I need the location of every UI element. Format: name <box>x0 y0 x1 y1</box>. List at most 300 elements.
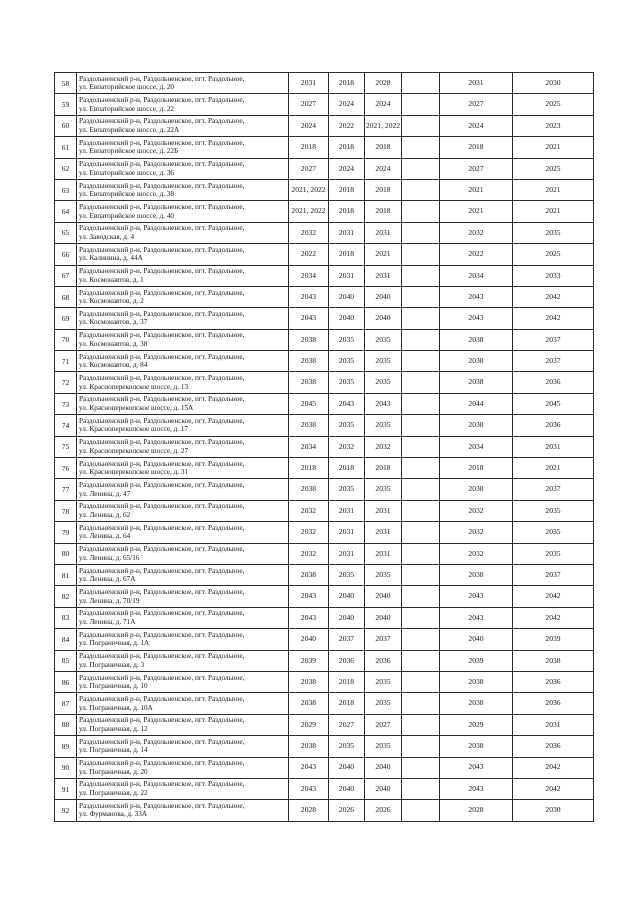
year-cell-c4 <box>402 757 440 778</box>
address-cell <box>77 286 289 307</box>
year-cell-c2: 2018 <box>329 671 365 692</box>
row-number-cell: 86 <box>55 671 77 692</box>
year-cell-c3: 2018 <box>365 137 402 158</box>
year-cell-c3: 2040 <box>365 308 402 329</box>
address-cell <box>77 158 289 179</box>
year-cell-c6: 2038 <box>513 650 594 671</box>
year-cell-c4 <box>402 351 440 372</box>
year-cell-c2: 2037 <box>329 629 365 650</box>
address-line-1: Раздольненский р-н, Раздольненское, пгт. Раздольное, <box>79 566 245 575</box>
year-cell-c5: 2043 <box>440 586 513 607</box>
year-cell-c2: 2031 <box>329 500 365 521</box>
table-row <box>55 158 594 179</box>
row-number-cell: 92 <box>55 800 77 821</box>
table-row <box>55 222 594 243</box>
year-cell-c4 <box>402 607 440 628</box>
table-row <box>55 800 594 821</box>
table-body <box>55 73 594 822</box>
address-cell <box>77 693 289 714</box>
address-cell <box>77 479 289 500</box>
year-cell-c5: 2038 <box>440 415 513 436</box>
year-cell-c5: 2018 <box>440 458 513 479</box>
year-cell-c1: 2028 <box>289 800 329 821</box>
year-cell-c2: 2040 <box>329 308 365 329</box>
year-cell-c2: 2024 <box>329 94 365 115</box>
row-number-cell: 63 <box>55 179 77 200</box>
address-line-1: Раздольненский р-н, Раздольненское, пгт. Раздольное, <box>79 780 245 789</box>
year-cell-c4 <box>402 265 440 286</box>
year-cell-c4 <box>402 286 440 307</box>
year-cell-c5: 2034 <box>440 436 513 457</box>
address-line-2: ул. Космонавтов, д. 1 <box>79 275 144 284</box>
year-cell-c4 <box>402 244 440 265</box>
year-cell-c1: 2038 <box>289 693 329 714</box>
year-cell-c3: 2040 <box>365 757 402 778</box>
year-cell-c5: 2038 <box>440 736 513 757</box>
year-cell-c6: 2037 <box>513 564 594 585</box>
row-number-cell: 82 <box>55 586 77 607</box>
year-cell-c2: 2035 <box>329 479 365 500</box>
year-cell-c3: 2018 <box>365 179 402 200</box>
address-line-1: Раздольненский р-н, Раздольненское, пгт. Раздольное, <box>79 267 245 276</box>
year-cell-c2: 2031 <box>329 522 365 543</box>
year-cell-c3: 2024 <box>365 94 402 115</box>
year-cell-c1: 2043 <box>289 607 329 628</box>
year-cell-c6: 2025 <box>513 94 594 115</box>
row-number-cell: 81 <box>55 564 77 585</box>
year-cell-c4 <box>402 458 440 479</box>
year-cell-c3: 2018 <box>365 201 402 222</box>
year-cell-c5: 2038 <box>440 351 513 372</box>
year-cell-c2: 2026 <box>329 800 365 821</box>
table-row <box>55 650 594 671</box>
year-cell-c4 <box>402 671 440 692</box>
year-cell-c5: 2032 <box>440 543 513 564</box>
row-number-cell: 75 <box>55 436 77 457</box>
address-cell <box>77 115 289 136</box>
year-cell-c4 <box>402 415 440 436</box>
row-number-cell: 77 <box>55 479 77 500</box>
address-cell <box>77 757 289 778</box>
address-line-1: Раздольненский р-н, Раздольненское, пгт. Раздольное, <box>79 352 245 361</box>
table-row <box>55 714 594 735</box>
year-cell-c2: 2040 <box>329 607 365 628</box>
year-cell-c1: 2043 <box>289 308 329 329</box>
address-line-1: Раздольненский р-н, Раздольненское, пгт. Раздольное, <box>79 759 245 768</box>
address-line-2: ул. Красноперекопское шоссе, д. 27 <box>79 446 189 455</box>
table-row <box>55 757 594 778</box>
address-cell <box>77 458 289 479</box>
address-line-1: Раздольненский р-н, Раздольненское, пгт. Раздольное, <box>79 673 245 682</box>
year-cell-c1: 2034 <box>289 436 329 457</box>
year-cell-c1: 2032 <box>289 500 329 521</box>
year-cell-c2: 2035 <box>329 329 365 350</box>
year-cell-c1: 2024 <box>289 115 329 136</box>
year-cell-c6: 2021 <box>513 137 594 158</box>
address-cell <box>77 800 289 821</box>
year-cell-c4 <box>402 137 440 158</box>
year-cell-c1: 2038 <box>289 351 329 372</box>
address-line-2: ул. Евпаторийское шоссе, д. 22 <box>79 104 175 113</box>
table-row <box>55 778 594 799</box>
year-cell-c1: 2032 <box>289 222 329 243</box>
year-cell-c3: 2028 <box>365 73 402 94</box>
year-cell-c1: 2027 <box>289 94 329 115</box>
year-cell-c4 <box>402 522 440 543</box>
year-cell-c1: 2029 <box>289 714 329 735</box>
year-cell-c2: 2018 <box>329 244 365 265</box>
row-number-cell: 67 <box>55 265 77 286</box>
address-line-2: ул. Космонавтов, д. 2 <box>79 297 144 306</box>
table-row <box>55 351 594 372</box>
year-cell-c4 <box>402 179 440 200</box>
year-cell-c6: 2042 <box>513 607 594 628</box>
year-cell-c5: 2043 <box>440 308 513 329</box>
table-row <box>55 522 594 543</box>
address-line-2: ул. Ленина, д. 47 <box>79 489 131 498</box>
address-line-1: Раздольненский р-н, Раздольненское, пгт. Раздольное, <box>79 438 245 447</box>
year-cell-c6: 2030 <box>513 73 594 94</box>
year-cell-c5: 2043 <box>440 286 513 307</box>
year-cell-c6: 2035 <box>513 222 594 243</box>
housing-schedule-table <box>54 72 594 822</box>
address-line-1: Раздольненский р-н, Раздольненское, пгт. Раздольное, <box>79 309 245 318</box>
row-number-cell: 83 <box>55 607 77 628</box>
year-cell-c3: 2035 <box>365 564 402 585</box>
address-line-2: ул. Пограничная, д. 12 <box>79 724 148 733</box>
year-cell-c6: 2035 <box>513 522 594 543</box>
year-cell-c6: 2037 <box>513 479 594 500</box>
year-cell-c5: 2024 <box>440 115 513 136</box>
address-line-1: Раздольненский р-н, Раздольненское, пгт. Раздольное, <box>79 630 245 639</box>
year-cell-c1: 2043 <box>289 778 329 799</box>
year-cell-c6: 2042 <box>513 308 594 329</box>
year-cell-c5: 2038 <box>440 693 513 714</box>
year-cell-c6: 2033 <box>513 265 594 286</box>
address-line-2: ул. Фурманова, д. 33А <box>79 810 148 819</box>
year-cell-c4 <box>402 500 440 521</box>
address-line-1: Раздольненский р-н, Раздольненское, пгт. Раздольное, <box>79 138 245 147</box>
year-cell-c2: 2018 <box>329 201 365 222</box>
year-cell-c6: 2035 <box>513 543 594 564</box>
year-cell-c4 <box>402 564 440 585</box>
year-cell-c3: 2035 <box>365 415 402 436</box>
address-cell <box>77 564 289 585</box>
year-cell-c3: 2021, 2022 <box>365 115 402 136</box>
year-cell-c1: 2038 <box>289 329 329 350</box>
year-cell-c5: 2044 <box>440 393 513 414</box>
address-line-1: Раздольненский р-н, Раздольненское, пгт. Раздольное, <box>79 609 245 618</box>
address-line-1: Раздольненский р-н, Раздольненское, пгт. Раздольное, <box>79 737 245 746</box>
year-cell-c1: 2038 <box>289 372 329 393</box>
year-cell-c2: 2024 <box>329 158 365 179</box>
row-number-cell: 64 <box>55 201 77 222</box>
year-cell-c3: 2032 <box>365 436 402 457</box>
address-line-2: ул. Евпаторийское шоссе, д. 38 <box>79 190 175 199</box>
address-line-2: ул. Космонавтов, д. 38 <box>79 339 148 348</box>
year-cell-c3: 2026 <box>365 800 402 821</box>
address-cell <box>77 436 289 457</box>
table-row <box>55 115 594 136</box>
row-number-cell: 78 <box>55 500 77 521</box>
year-cell-c1: 2018 <box>289 458 329 479</box>
year-cell-c1: 2027 <box>289 158 329 179</box>
table-row <box>55 94 594 115</box>
address-line-2: ул. Ленина, д. 71А <box>79 617 136 626</box>
year-cell-c5: 2039 <box>440 650 513 671</box>
row-number-cell: 59 <box>55 94 77 115</box>
year-cell-c2: 2040 <box>329 757 365 778</box>
year-cell-c4 <box>402 329 440 350</box>
address-line-2: ул. Пограничная, д. 22 <box>79 789 148 798</box>
year-cell-c4 <box>402 479 440 500</box>
address-cell <box>77 137 289 158</box>
address-cell <box>77 265 289 286</box>
row-number-cell: 72 <box>55 372 77 393</box>
year-cell-c5: 2021 <box>440 201 513 222</box>
address-cell <box>77 415 289 436</box>
address-line-1: Раздольненский р-н, Раздольненское, пгт. Раздольное, <box>79 523 245 532</box>
row-number-cell: 79 <box>55 522 77 543</box>
address-cell <box>77 244 289 265</box>
year-cell-c6: 2036 <box>513 372 594 393</box>
year-cell-c5: 2038 <box>440 564 513 585</box>
row-number-cell: 84 <box>55 629 77 650</box>
year-cell-c1: 2018 <box>289 137 329 158</box>
year-cell-c2: 2018 <box>329 137 365 158</box>
year-cell-c4 <box>402 693 440 714</box>
address-cell <box>77 308 289 329</box>
address-line-1: Раздольненский р-н, Раздольненское, пгт. Раздольное, <box>79 202 245 211</box>
year-cell-c3: 2031 <box>365 222 402 243</box>
table-row <box>55 500 594 521</box>
year-cell-c5: 2038 <box>440 479 513 500</box>
year-cell-c1: 2045 <box>289 393 329 414</box>
year-cell-c5: 2029 <box>440 714 513 735</box>
address-line-2: ул. Красноперекопское шоссе, д. 13 <box>79 382 189 391</box>
year-cell-c4 <box>402 393 440 414</box>
year-cell-c3: 2035 <box>365 351 402 372</box>
year-cell-c6: 2031 <box>513 436 594 457</box>
table-row <box>55 179 594 200</box>
year-cell-c2: 2035 <box>329 351 365 372</box>
year-cell-c3: 2035 <box>365 329 402 350</box>
row-number-cell: 80 <box>55 543 77 564</box>
row-number-cell: 73 <box>55 393 77 414</box>
table-row <box>55 308 594 329</box>
address-line-2: ул. Красноперекопское шоссе, д. 31 <box>79 468 189 477</box>
year-cell-c2: 2035 <box>329 736 365 757</box>
year-cell-c2: 2027 <box>329 714 365 735</box>
year-cell-c3: 2040 <box>365 778 402 799</box>
year-cell-c3: 2021 <box>365 244 402 265</box>
year-cell-c4 <box>402 158 440 179</box>
row-number-cell: 58 <box>55 73 77 94</box>
year-cell-c2: 2031 <box>329 543 365 564</box>
year-cell-c2: 2018 <box>329 458 365 479</box>
year-cell-c4 <box>402 94 440 115</box>
year-cell-c3: 2035 <box>365 693 402 714</box>
table-row <box>55 607 594 628</box>
year-cell-c2: 2040 <box>329 778 365 799</box>
row-number-cell: 61 <box>55 137 77 158</box>
address-line-1: Раздольненский р-н, Раздольненское, пгт. Раздольное, <box>79 481 245 490</box>
year-cell-c1: 2043 <box>289 286 329 307</box>
year-cell-c5: 2038 <box>440 329 513 350</box>
address-cell <box>77 201 289 222</box>
table-row <box>55 693 594 714</box>
year-cell-c6: 2042 <box>513 778 594 799</box>
address-cell <box>77 329 289 350</box>
address-line-2: ул. Ленина, д. 64 <box>79 532 131 541</box>
row-number-cell: 66 <box>55 244 77 265</box>
year-cell-c4 <box>402 778 440 799</box>
year-cell-c5: 2018 <box>440 137 513 158</box>
year-cell-c6: 2025 <box>513 158 594 179</box>
year-cell-c2: 2022 <box>329 115 365 136</box>
year-cell-c6: 2042 <box>513 286 594 307</box>
year-cell-c1: 2022 <box>289 244 329 265</box>
address-cell <box>77 372 289 393</box>
address-cell <box>77 393 289 414</box>
year-cell-c6: 2023 <box>513 115 594 136</box>
row-number-cell: 62 <box>55 158 77 179</box>
address-line-2: ул. Евпаторийское шоссе, д. 22А <box>79 125 180 134</box>
table-row <box>55 73 594 94</box>
year-cell-c5: 2027 <box>440 158 513 179</box>
address-line-2: ул. Пограничная, д. 3 <box>79 660 145 669</box>
address-cell <box>77 543 289 564</box>
address-line-1: Раздольненский р-н, Раздольненское, пгт. Раздольное, <box>79 801 245 810</box>
address-line-2: ул. Ленина, д. 65/16 <box>79 553 140 562</box>
year-cell-c3: 2035 <box>365 372 402 393</box>
address-cell <box>77 650 289 671</box>
address-line-1: Раздольненский р-н, Раздольненское, пгт. Раздольное, <box>79 545 245 554</box>
address-cell <box>77 714 289 735</box>
table-row <box>55 458 594 479</box>
table-row <box>55 244 594 265</box>
year-cell-c2: 2031 <box>329 222 365 243</box>
row-number-cell: 85 <box>55 650 77 671</box>
address-line-1: Раздольненский р-н, Раздольненское, пгт. Раздольное, <box>79 459 245 468</box>
year-cell-c2: 2018 <box>329 179 365 200</box>
address-cell <box>77 94 289 115</box>
address-line-2: ул. Калинина, д. 44А <box>79 254 143 263</box>
address-line-1: Раздольненский р-н, Раздольненское, пгт. Раздольное, <box>79 395 245 404</box>
year-cell-c3: 2043 <box>365 393 402 414</box>
year-cell-c5: 2032 <box>440 522 513 543</box>
year-cell-c4 <box>402 800 440 821</box>
year-cell-c2: 2040 <box>329 286 365 307</box>
address-line-2: ул. Евпаторийское шоссе, д. 20 <box>79 83 175 92</box>
address-line-2: ул. Ленина, д. 70/19 <box>79 596 140 605</box>
year-cell-c4 <box>402 201 440 222</box>
year-cell-c6: 2036 <box>513 693 594 714</box>
year-cell-c4 <box>402 115 440 136</box>
address-cell <box>77 671 289 692</box>
year-cell-c2: 2040 <box>329 586 365 607</box>
row-number-cell: 76 <box>55 458 77 479</box>
year-cell-c5: 2027 <box>440 94 513 115</box>
year-cell-c1: 2032 <box>289 522 329 543</box>
year-cell-c6: 2031 <box>513 714 594 735</box>
year-cell-c1: 2038 <box>289 479 329 500</box>
year-cell-c6: 2039 <box>513 629 594 650</box>
year-cell-c1: 2032 <box>289 543 329 564</box>
year-cell-c3: 2040 <box>365 286 402 307</box>
year-cell-c2: 2031 <box>329 265 365 286</box>
year-cell-c1: 2034 <box>289 265 329 286</box>
address-line-2: ул. Пограничная, д. 14 <box>79 746 148 755</box>
table-row <box>55 329 594 350</box>
year-cell-c1: 2039 <box>289 650 329 671</box>
year-cell-c3: 2035 <box>365 736 402 757</box>
address-line-2: ул. Заводская, д. 4 <box>79 232 135 241</box>
year-cell-c6: 2036 <box>513 736 594 757</box>
table-row <box>55 201 594 222</box>
year-cell-c5: 2038 <box>440 671 513 692</box>
table-row <box>55 543 594 564</box>
address-cell <box>77 607 289 628</box>
row-number-cell: 74 <box>55 415 77 436</box>
year-cell-c3: 2035 <box>365 479 402 500</box>
year-cell-c6: 2036 <box>513 671 594 692</box>
address-line-2: ул. Пограничная, д. 1А <box>79 639 150 648</box>
row-number-cell: 90 <box>55 757 77 778</box>
address-line-2: ул. Евпаторийское шоссе, д. 22Б <box>79 147 179 156</box>
year-cell-c6: 2035 <box>513 500 594 521</box>
year-cell-c4 <box>402 222 440 243</box>
year-cell-c3: 2024 <box>365 158 402 179</box>
year-cell-c2: 2035 <box>329 564 365 585</box>
year-cell-c5: 2021 <box>440 179 513 200</box>
table-row <box>55 586 594 607</box>
year-cell-c4 <box>402 308 440 329</box>
table-row <box>55 265 594 286</box>
year-cell-c6: 2045 <box>513 393 594 414</box>
year-cell-c4 <box>402 736 440 757</box>
table-row <box>55 372 594 393</box>
address-line-2: ул. Пограничная, д. 10А <box>79 703 153 712</box>
year-cell-c2: 2036 <box>329 650 365 671</box>
year-cell-c6: 2021 <box>513 201 594 222</box>
address-line-1: Раздольненский р-н, Раздольненское, пгт. Раздольное, <box>79 416 245 425</box>
address-line-1: Раздольненский р-н, Раздольненское, пгт. Раздольное, <box>79 224 245 233</box>
year-cell-c5: 2032 <box>440 500 513 521</box>
year-cell-c1: 2040 <box>289 629 329 650</box>
year-cell-c3: 2040 <box>365 607 402 628</box>
year-cell-c6: 2021 <box>513 458 594 479</box>
row-number-cell: 71 <box>55 351 77 372</box>
address-line-1: Раздольненский р-н, Раздольненское, пгт. Раздольное, <box>79 331 245 340</box>
year-cell-c6: 2042 <box>513 586 594 607</box>
year-cell-c6: 2025 <box>513 244 594 265</box>
address-line-2: ул. Пограничная, д. 20 <box>79 767 148 776</box>
address-line-2: ул. Ленина, д. 67А <box>79 575 136 584</box>
table-row <box>55 736 594 757</box>
address-line-1: Раздольненский р-н, Раздольненское, пгт. Раздольное, <box>79 245 245 254</box>
year-cell-c5: 2032 <box>440 222 513 243</box>
address-line-1: Раздольненский р-н, Раздольненское, пгт. Раздольное, <box>79 716 245 725</box>
address-cell <box>77 522 289 543</box>
row-number-cell: 87 <box>55 693 77 714</box>
year-cell-c4 <box>402 73 440 94</box>
row-number-cell: 65 <box>55 222 77 243</box>
address-line-2: ул. Красноперекопское шоссе, д. 17 <box>79 425 189 434</box>
year-cell-c4 <box>402 372 440 393</box>
year-cell-c4 <box>402 543 440 564</box>
row-number-cell: 89 <box>55 736 77 757</box>
